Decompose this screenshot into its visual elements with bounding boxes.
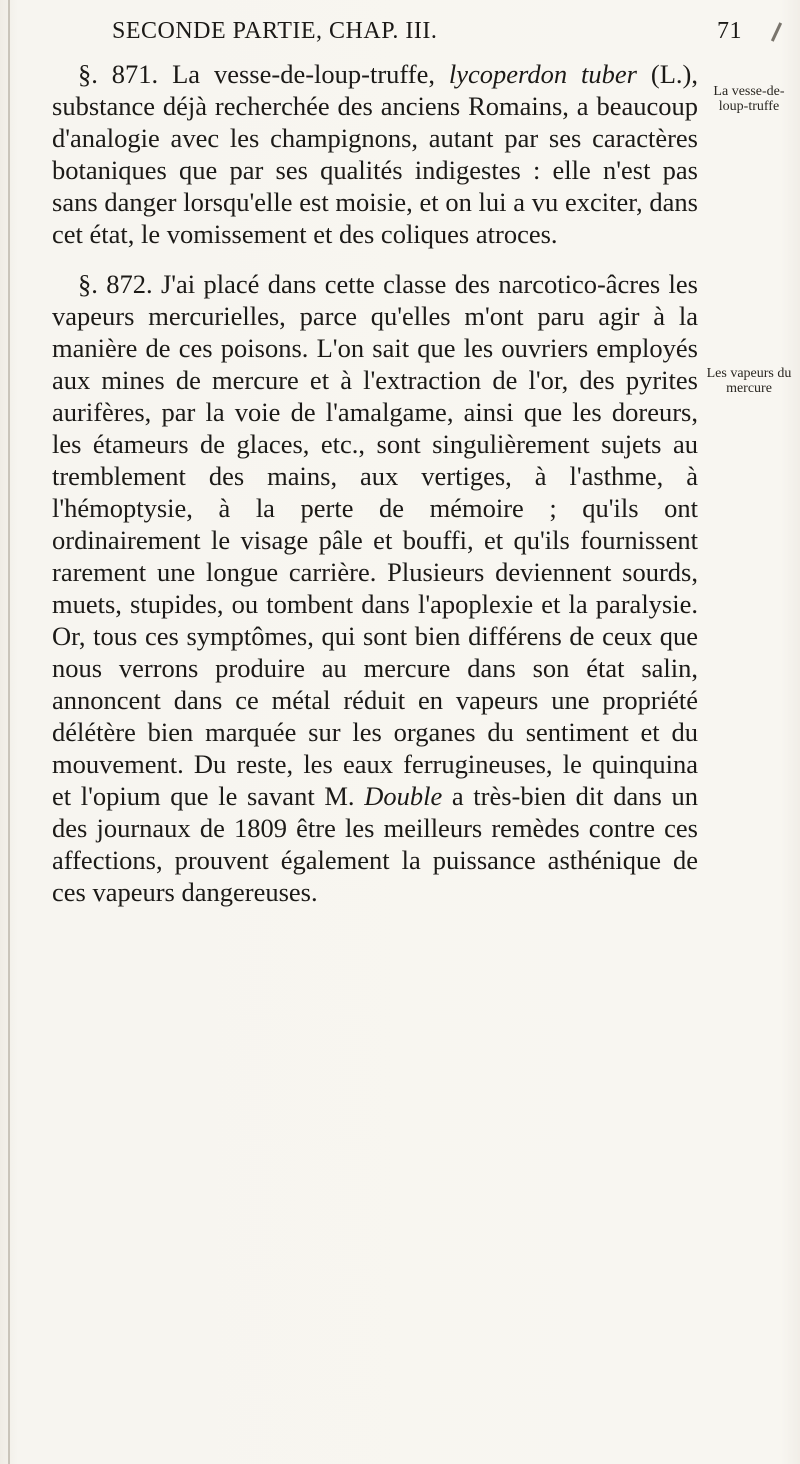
page-number: 71: [717, 18, 742, 44]
page-binding-edge: [8, 0, 10, 1464]
paragraph-872-number: §. 872.: [78, 269, 153, 299]
margin-note-vapeurs-mercure: Les vapeurs du mercure: [706, 366, 792, 396]
paragraph-871-number: §. 871.: [78, 59, 159, 89]
paragraph-872-text-before: J'ai placé dans cette classe des narcotico-âcres les vapeurs mercurielles, parce qu'elles m'ont paru agir à la manière de ces poisons. L'on sait que les ouvriers employés aux mines de mercure et à l'extraction de l'or, des pyrites aurifères, par la voie de l'amalgame, ainsi que les doreurs, les étameurs de glaces, etc., sont singulièrement sujets au tremblement des mains, aux vertiges, à l'asthme, à l'hémoptysie, à la perte de mémoire ; qu'ils ont ordinairement le visage pâle et bouffi, et qu'ils fournissent rarement une longue carrière. Plusieurs deviennent sourds, muets, stupides, ou tombent dans l'apoplexie et la paralysie. Or, tous ces symptômes, qui sont bien différens de ceux que nous verrons produire au mercure dans son état salin, annoncent dans ce métal réduit en vapeurs une propriété délétère bien marquée sur les organes du sentiment et du mouvement. Du reste, les eaux ferrugineuses, le quinquina et l'opium que le savant M.: [52, 269, 698, 811]
running-head-title: SECONDE PARTIE, CHAP. III.: [112, 18, 438, 44]
paragraph-872-text-after: a très-bien dit dans un des journaux de 1809 être les meilleurs remèdes contre ces affections, prouvent également la puissance asthénique de ces vapeurs dangereuses.: [52, 781, 698, 907]
paragraph-872-author: Double: [364, 781, 443, 811]
paragraph-872: [52, 268, 698, 908]
paragraph-871-latin-name: lycoperdon tuber: [448, 59, 637, 89]
body-text: [52, 58, 698, 908]
corner-ink-mark: [771, 22, 782, 41]
running-head: [52, 12, 742, 52]
paragraph-871-text: (L.), substance déjà recherchée des anciens Romains, a beaucoup d'analogie avec les champignons, autant par ses caractères botaniques que par ses qualités indigestes : elle n'est pas sans danger lorsqu'elle est moisie, et on lui a vu exciter, dans cet état, le vomissement et des coliques atroces.: [52, 59, 698, 249]
paragraph-871-intro: La vesse-de-loup-truffe,: [158, 59, 449, 89]
margin-note-vesse-de-loup: La vesse-de-loup-truffe: [713, 84, 785, 114]
paragraph-871: [52, 58, 698, 250]
